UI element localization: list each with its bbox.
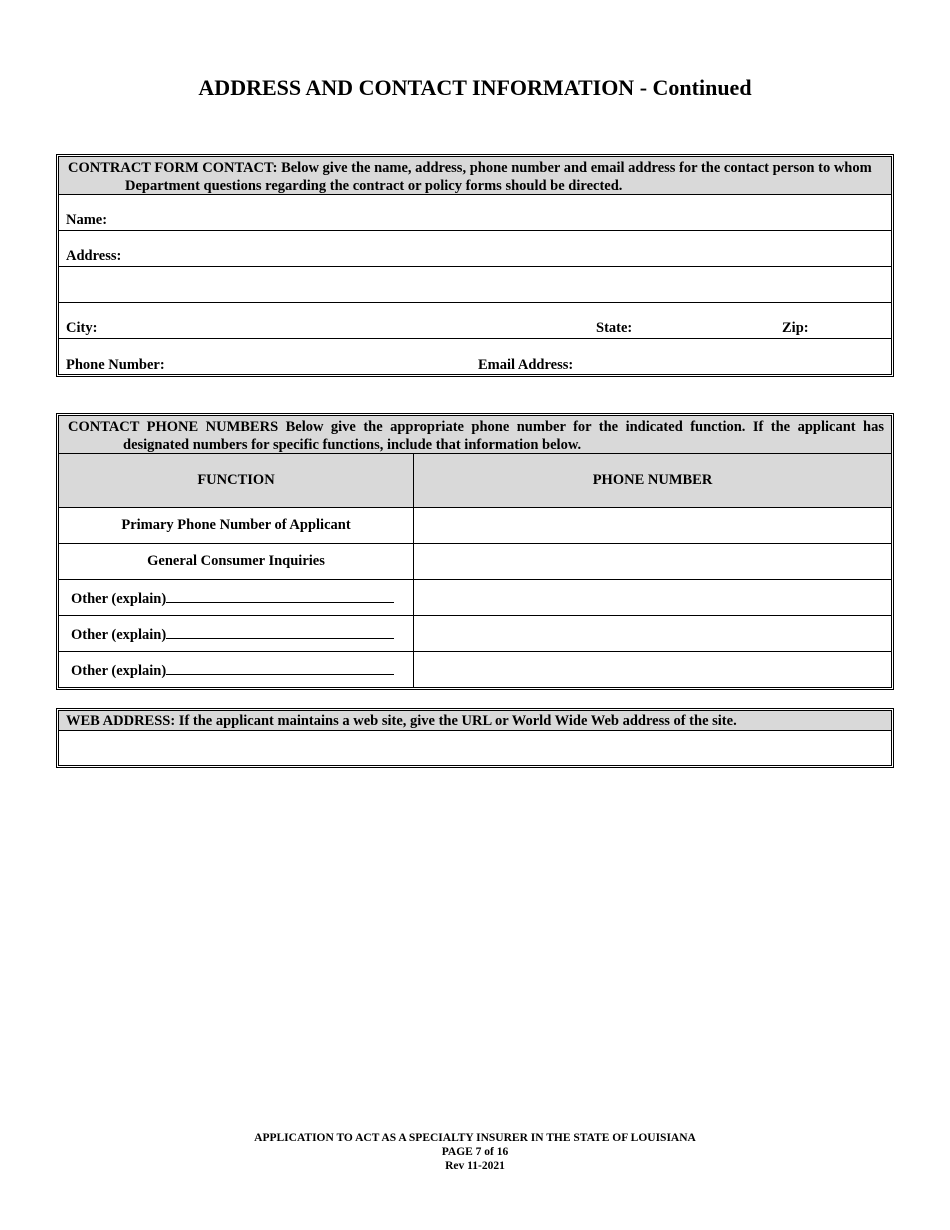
page-title: ADDRESS AND CONTACT INFORMATION - Continued (198, 75, 752, 100)
web-address-field[interactable] (59, 731, 891, 765)
function-cell[interactable] (59, 652, 414, 688)
explain-blank-line[interactable] (166, 624, 394, 639)
address-label: Address: (66, 248, 122, 264)
other-explain-label: Other (explain) (71, 662, 167, 679)
phone-email-row (59, 339, 891, 375)
contract-form-contact-header: CONTRACT FORM CONTACT: Below give the name, address, phone number and email address for the contact person to whom Department questions regarding the contract or policy forms should be directed. (59, 157, 891, 195)
name-label: Name: (66, 212, 108, 228)
table-header-row (59, 454, 891, 508)
contact-phone-numbers-header: CONTACT PHONE NUMBERS Below give the appropriate phone number for the indicated function. If the applicant has designated numbers for specific functions, include that information below. (59, 416, 891, 454)
address-field-row[interactable] (59, 231, 891, 267)
function-cell[interactable] (59, 616, 414, 652)
explain-blank-line[interactable] (166, 660, 394, 675)
phone-number-label: Phone Number: (66, 357, 165, 373)
page-footer (0, 1131, 950, 1173)
table-row (59, 508, 891, 544)
function-cell: General Consumer Inquiries (59, 544, 414, 580)
contact-phone-numbers-section (56, 413, 894, 690)
function-cell[interactable] (59, 580, 414, 616)
phone-number-cell[interactable] (414, 580, 892, 616)
table-row (59, 616, 891, 652)
footer-revision: Rev 11-2021 (445, 1160, 505, 1172)
phone-number-cell[interactable] (414, 652, 892, 688)
phone-number-column-header: PHONE NUMBER (414, 454, 892, 508)
table-row (59, 544, 891, 580)
email-address-label: Email Address: (478, 357, 574, 373)
footer-application-title: APPLICATION TO ACT AS A SPECIALTY INSURER IN THE STATE OF LOUISIANA (254, 1132, 696, 1144)
phone-number-cell[interactable] (414, 544, 892, 580)
explain-blank-line[interactable] (166, 588, 394, 603)
contract-form-contact-section (56, 154, 894, 377)
city-state-zip-row (59, 303, 891, 339)
name-field-row[interactable] (59, 195, 891, 231)
other-explain-label: Other (explain) (71, 626, 167, 643)
web-address-section (56, 708, 894, 768)
other-explain-label: Other (explain) (71, 590, 167, 607)
phone-number-cell[interactable] (414, 616, 892, 652)
function-column-header: FUNCTION (59, 454, 414, 508)
zip-label: Zip: (782, 320, 809, 336)
function-cell: Primary Phone Number of Applicant (59, 508, 414, 544)
phone-number-cell[interactable] (414, 508, 892, 544)
table-row (59, 652, 891, 688)
web-address-header: WEB ADDRESS: If the applicant maintains a web site, give the URL or World Wide Web address of the site. (59, 711, 891, 731)
table-row (59, 580, 891, 616)
footer-page-number: PAGE 7 of 16 (441, 1146, 509, 1158)
state-label: State: (596, 320, 633, 336)
city-label: City: (66, 320, 98, 336)
phone-numbers-table (59, 454, 891, 687)
address-line-2-field[interactable] (59, 267, 891, 303)
